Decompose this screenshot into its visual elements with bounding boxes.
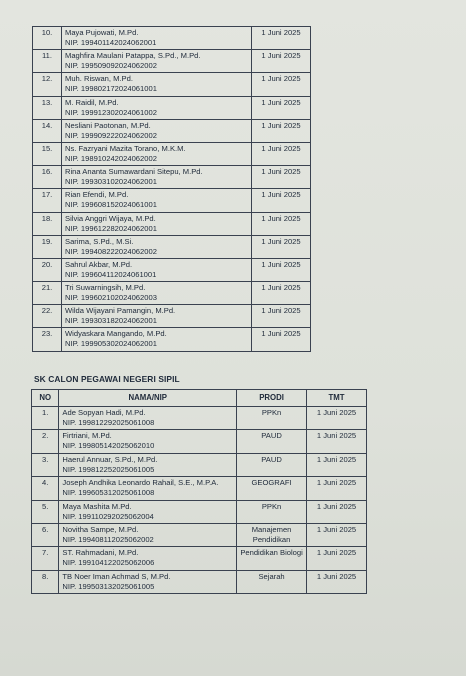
study-program: Manajemen Pendidikan: [237, 523, 307, 546]
employee-name: Maya Pujowati, M.Pd.: [65, 28, 139, 37]
employee-name: Nesliani Paotonan, M.Pd.: [65, 120, 151, 130]
employee-nip: NIP. 199912302024061002: [65, 107, 157, 117]
name-nip-cell: [62, 212, 252, 235]
employee-nip: NIP. 199602102024062003: [65, 293, 157, 303]
employee-name: Rina Ananta Sumawardani Sitepu, M.Pd.: [65, 167, 203, 177]
employee-nip: NIP. 199812252025061005: [62, 464, 155, 474]
name-nip-cell: [59, 570, 237, 593]
name-nip-cell: [59, 453, 237, 476]
row-number: 17.: [33, 189, 62, 212]
employee-name: TB Noer Iman Achmad S, M.Pd.: [62, 571, 171, 581]
name-nip-cell: [59, 477, 237, 500]
row-number: 18.: [33, 212, 62, 235]
table-row: [32, 570, 367, 593]
study-program: GEOGRAFI: [237, 477, 307, 500]
study-program: Sejarah: [237, 570, 307, 593]
employee-name: Joseph Andhika Leonardo Rahail, S.E., M.P.A.: [62, 478, 219, 488]
tmt-date: 1 Juni 2025: [252, 189, 311, 212]
employee-nip: NIP. 199509092024062002: [65, 61, 157, 71]
name-nip-cell: [62, 235, 252, 258]
employee-nip: NIP. 199605312025061008: [62, 488, 155, 498]
employee-name: Rian Efendi, M.Pd.: [65, 190, 129, 200]
table-row: [32, 547, 367, 570]
row-number: 13.: [33, 96, 62, 119]
employee-nip: NIP. 199812292025061008: [62, 418, 155, 427]
employee-nip: NIP. 199604112024061001: [65, 269, 157, 279]
tmt-date: 1 Juni 2025: [252, 328, 311, 351]
employee-name: Ns. Fazryani Mazita Torano, M.K.M.: [65, 143, 186, 153]
name-nip-cell: [59, 500, 237, 523]
row-number: 12.: [33, 73, 62, 96]
employee-name: Maghfira Maulani Patappa, S.Pd., M.Pd.: [65, 51, 201, 61]
row-number: 1.: [32, 407, 59, 430]
row-number: 14.: [33, 119, 62, 142]
employee-name: Tri Suwarningsih, M.Pd.: [65, 283, 146, 293]
table-row: [32, 500, 367, 523]
name-nip-cell: [62, 189, 252, 212]
table-row: [33, 258, 311, 281]
row-number: 23.: [33, 328, 62, 351]
name-nip-cell: [59, 547, 237, 570]
employee-nip: NIP. 199909222024062002: [65, 130, 157, 140]
employee-nip: NIP. 199401142024062001: [65, 38, 157, 47]
row-number: 16.: [33, 166, 62, 189]
name-nip-cell: [62, 73, 252, 96]
cpns-table: [31, 389, 367, 594]
tmt-date: 1 Juni 2025: [252, 212, 311, 235]
table-row: [32, 407, 367, 430]
tmt-date: 1 Juni 2025: [307, 570, 367, 593]
tmt-date: 1 Juni 2025: [252, 282, 311, 305]
employee-nip: NIP. 199802172024061001: [65, 84, 157, 94]
employee-name: Firtriani, M.Pd.: [62, 431, 112, 441]
study-program: PPKn: [237, 500, 307, 523]
tmt-date: 1 Juni 2025: [307, 477, 367, 500]
employee-name: Novitha Sampe, M.Pd.: [62, 524, 139, 534]
employee-nip: NIP. 199408112025062002: [62, 534, 154, 544]
header-prodi: PRODI: [237, 390, 307, 407]
tmt-date: 1 Juni 2025: [252, 142, 311, 165]
study-program: PAUD: [237, 430, 307, 453]
name-nip-cell: [59, 523, 237, 546]
row-number: 6.: [32, 523, 59, 546]
name-nip-cell: [59, 430, 237, 453]
employee-name: Sahrul Akbar, M.Pd.: [65, 259, 133, 269]
employee-nip: NIP. 198910242024062002: [65, 153, 157, 163]
employee-name: Widyaskara Mangando, M.Pd.: [65, 329, 167, 339]
employee-nip: NIP. 199408222024062002: [65, 246, 157, 256]
study-program: Pendidikan Biologi: [237, 547, 307, 570]
header-no: NO: [32, 390, 59, 407]
row-number: 5.: [32, 500, 59, 523]
table-row: [33, 73, 311, 96]
row-number: 15.: [33, 142, 62, 165]
study-program: PPKn: [237, 407, 307, 430]
table-row: [33, 189, 311, 212]
name-nip-cell: [62, 282, 252, 305]
tmt-date: 1 Juni 2025: [252, 235, 311, 258]
table-row: [33, 328, 311, 351]
study-program: PAUD: [237, 453, 307, 476]
row-number: 21.: [33, 282, 62, 305]
tmt-date: 1 Juni 2025: [307, 430, 367, 453]
employee-nip: NIP. 199104122025062006: [62, 558, 155, 568]
row-number: 2.: [32, 430, 59, 453]
tmt-date: 1 Juni 2025: [252, 305, 311, 328]
tmt-date: 1 Juni 2025: [307, 547, 367, 570]
employee-nip: NIP. 199612282024062001: [65, 223, 157, 233]
employee-name: ST. Rahmadani, M.Pd.: [62, 548, 139, 558]
row-number: 11.: [33, 50, 62, 73]
row-number: 4.: [32, 477, 59, 500]
tmt-date: 1 Juni 2025: [252, 73, 311, 96]
table-row: [32, 523, 367, 546]
row-number: 22.: [33, 305, 62, 328]
employee-name: Silvia Anggri Wijaya, M.Pd.: [65, 213, 156, 223]
employee-table-continued: [32, 26, 311, 352]
table-row: [33, 50, 311, 73]
tmt-date: 1 Juni 2025: [307, 453, 367, 476]
name-nip-cell: [59, 407, 237, 430]
tmt-date: 1 Juni 2025: [307, 500, 367, 523]
header-name: NAMA/NIP: [59, 390, 237, 407]
employee-name: Muh. Riswan, M.Pd.: [65, 74, 133, 84]
tmt-date: 1 Juni 2025: [252, 119, 311, 142]
table-row: [32, 477, 367, 500]
employee-name: Wilda Wijayani Pamangin, M.Pd.: [65, 306, 176, 316]
employee-nip: NIP. 199608152024061001: [65, 200, 157, 210]
employee-nip: NIP. 199110292025062004: [62, 511, 154, 521]
table-row: [33, 142, 311, 165]
row-number: 10.: [33, 27, 62, 50]
tmt-date: 1 Juni 2025: [252, 27, 311, 50]
name-nip-cell: [62, 27, 252, 50]
employee-nip: NIP. 199905302024062001: [65, 339, 157, 349]
employee-name: Ade Sopyan Hadi, M.Pd.: [62, 408, 146, 417]
tmt-date: 1 Juni 2025: [252, 50, 311, 73]
employee-name: M. Raidil, M.Pd.: [65, 97, 119, 107]
name-nip-cell: [62, 166, 252, 189]
header-tmt: TMT: [307, 390, 367, 407]
row-number: 8.: [32, 570, 59, 593]
row-number: 3.: [32, 453, 59, 476]
tmt-date: 1 Juni 2025: [307, 407, 367, 430]
name-nip-cell: [62, 142, 252, 165]
employee-nip: NIP. 199303102024062001: [65, 177, 157, 187]
section-title: SK CALON PEGAWAI NEGERI SIPIL: [34, 374, 180, 384]
name-nip-cell: [62, 305, 252, 328]
tmt-date: 1 Juni 2025: [252, 96, 311, 119]
table-row: [33, 235, 311, 258]
name-nip-cell: [62, 119, 252, 142]
name-nip-cell: [62, 258, 252, 281]
table-row: [33, 119, 311, 142]
table-row: [32, 430, 367, 453]
tmt-date: 1 Juni 2025: [307, 523, 367, 546]
table-row: [33, 305, 311, 328]
row-number: 19.: [33, 235, 62, 258]
table-row: [33, 212, 311, 235]
employee-nip: NIP. 199503132025061005: [62, 581, 155, 591]
table-row: [33, 27, 311, 50]
employee-name: Maya Mashita M.Pd.: [62, 501, 132, 511]
employee-name: Haerul Annuar, S.Pd., M.Pd.: [62, 454, 158, 464]
employee-nip: NIP. 199303182024062001: [65, 316, 157, 326]
table-header-row: [32, 390, 367, 407]
row-number: 20.: [33, 258, 62, 281]
table-row: [32, 453, 367, 476]
tmt-date: 1 Juni 2025: [252, 258, 311, 281]
table-row: [33, 282, 311, 305]
row-number: 7.: [32, 547, 59, 570]
name-nip-cell: [62, 328, 252, 351]
tmt-date: 1 Juni 2025: [252, 166, 311, 189]
employee-nip: NIP. 199805142025062010: [62, 441, 155, 451]
table-row: [33, 166, 311, 189]
table-row: [33, 96, 311, 119]
name-nip-cell: [62, 50, 252, 73]
employee-name: Sarima, S.Pd., M.Si.: [65, 236, 134, 246]
name-nip-cell: [62, 96, 252, 119]
